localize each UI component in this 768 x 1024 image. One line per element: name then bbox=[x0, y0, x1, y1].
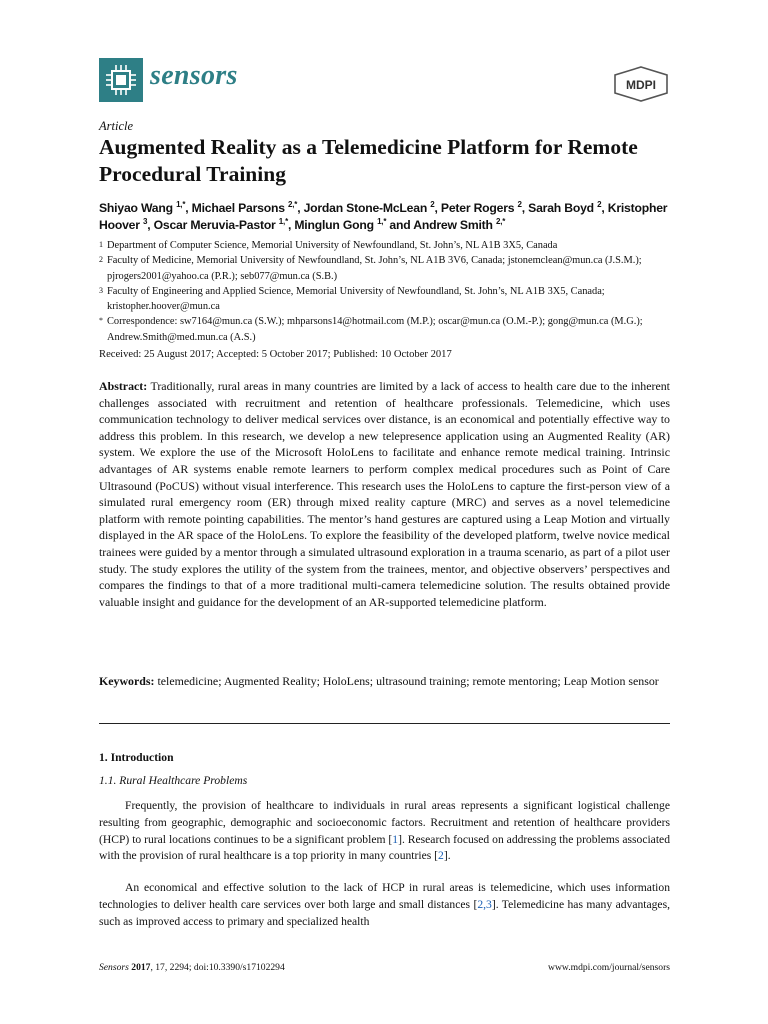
author-name: Peter Rogers $^2$ bbox=[440, 199, 522, 215]
body-paragraph bbox=[99, 880, 670, 930]
author-name: Jordan Stone-McLean $^2$ bbox=[303, 199, 435, 215]
paragraph-text: ]. Telemedicine has many advantages, such as improved access to primary and specialized health bbox=[99, 897, 670, 928]
paragraph-text: Frequently, the provision of healthcare to individuals in rural areas represents a significant logistical challenge resulting from geographic, demographic and socioeconomic factors. Recruitment and retention of healthcare providers (HCP) to rural locations continues to be a significant problem [ bbox=[99, 799, 670, 846]
affiliation-mark: 2 bbox=[99, 255, 103, 265]
subsection-heading: 1.1. Rural Healthcare Problems bbox=[99, 774, 248, 787]
author-name: Andrew Smith $^{2,*}$ bbox=[413, 216, 506, 232]
footer-citation bbox=[99, 962, 285, 973]
authors-and: and bbox=[386, 218, 414, 232]
author-affiliation-mark: 3 bbox=[142, 216, 148, 226]
author-affiliation-mark: 1,* bbox=[278, 216, 288, 226]
affiliation-item bbox=[99, 238, 689, 253]
abstract-text: Traditionally, rural areas in many countries are limited by a lack of access to health care due to the inherent challenges associated with recruitment and retention of healthcare professionals. Telemedicine, which uses communication technology to deliver medical services over distance, is an economical and potentially effective way to address this problem. In this research, we develop a new telepresence application using an Augmented Reality (AR) system. We explore the use of the Microsoft HoloLens to facilitate and enhance remote medical training. Intrinsic advantages of AR systems enable remote learners to perform complex medical procedures such as Point of Care Ultrasound (PoCUS) without visual interference. This research uses the HoloLens to capture the first-person view of a simulated rural emergency room (ER) through mixed reality capture (MRC) and serves as a novel telemedicine platform with remote pointing capabilities. The mentor’s hand gestures are captured using a Leap Motion and virtually displayed in the AR space of the HoloLens. To explore the feasibility of the developed platform, twelve novice medical trainees were guided by a mentor through a simulated ultrasound exploration in a trauma scenario, as part of a pilot user study. The study explores the utility of the system from the trainees, mentor, and objective observers’ perspectives and compares the findings to that of a more traditional multi-camera telemedicine solution. The results obtained provide valuable insight and guidance for the development of an AR-supported telemedicine platform. bbox=[99, 379, 670, 609]
article-type: Article bbox=[99, 119, 134, 133]
keywords bbox=[99, 673, 670, 690]
footer-journal: Sensors bbox=[99, 962, 129, 973]
affiliation-item bbox=[99, 284, 689, 315]
author-name: Shiyao Wang $^{1,*}$ bbox=[99, 199, 186, 215]
author-list: Shiyao Wang $^{1,*}$, Michael Parsons $^{2,*}$, Jordan Stone-McLean $^2$, Peter Rogers $^2$, Sarah Boyd $^2$, Kristopher Hoover $^3$, Oscar Meruvia-Pastor $^{1,*}$, Minglun Gong $^{1,*}$ and Andrew Smith $^{2,*}$ bbox=[99, 199, 668, 232]
affiliation-text: Faculty of Engineering and Applied Science, Memorial University of Newfoundland, St. John’s, NL A1B 3X5, Canada; kristopher.hoover@mun.ca bbox=[107, 285, 605, 313]
paragraph-text: An economical and effective solution to the lack of HCP in rural areas is telemedicine, which uses information technologies to deliver health care services over both large and small distances [ bbox=[99, 881, 670, 911]
author-name: Oscar Meruvia-Pastor $^{1,*}$ bbox=[153, 216, 288, 232]
affiliation-text: Correspondence: sw7164@mun.ca (S.W.); mhparsons14@hotmail.com (M.P.); oscar@mun.ca (O.M.-P.); gong@mun.ca (M.G.); Andrew.Smith@med.mun.ca (A.S.) bbox=[107, 316, 643, 343]
section-heading: 1. Introduction bbox=[99, 751, 174, 764]
footer-year: 2017 bbox=[131, 962, 151, 973]
citation-link[interactable]: 2,3 bbox=[477, 897, 492, 911]
footer-ref: , 17, 2294; doi:10.3390/s17102294 bbox=[150, 962, 285, 973]
affiliation-text: Department of Computer Science, Memorial University of Newfoundland, St. John’s, NL A1B 3X5, Canada bbox=[107, 240, 558, 251]
paragraph-text: ]. bbox=[443, 849, 451, 863]
affiliation-mark: 3 bbox=[99, 285, 103, 295]
keywords-label: Keywords: bbox=[99, 674, 155, 688]
author-affiliation-mark: 1,* bbox=[377, 216, 387, 226]
citation-link[interactable]: 2 bbox=[438, 849, 444, 863]
affiliation-mark: * bbox=[99, 316, 103, 326]
author-name: Minglun Gong $^{1,*}$ bbox=[294, 216, 387, 232]
paragraph-text: ]. Research focused on addressing the problems associated with the provision of rural healthcare is a top priority in many countries [ bbox=[99, 832, 670, 863]
affiliation-list bbox=[99, 238, 689, 345]
journal-logo-icon bbox=[99, 58, 143, 102]
affiliation-item bbox=[99, 253, 689, 284]
author-name: Michael Parsons $^{2,*}$ bbox=[191, 199, 298, 215]
paper-title: Augmented Reality as a Telemedicine Platform for Remote Procedural Training bbox=[99, 135, 638, 186]
abstract-label: Abstract: bbox=[99, 379, 148, 393]
publication-dates: Received: 25 August 2017; Accepted: 5 October 2017; Published: 10 October 2017 bbox=[99, 349, 452, 360]
author-affiliation-mark: 2 bbox=[517, 199, 522, 209]
author-affiliation-mark: 1,* bbox=[176, 199, 186, 209]
affiliation-item bbox=[99, 314, 689, 345]
affiliation-mark: 1 bbox=[99, 240, 103, 249]
publisher-name: MDPI bbox=[626, 78, 656, 92]
author-name: Kristopher Hoover $^3$ bbox=[99, 201, 668, 232]
affiliation-text: Faculty of Medicine, Memorial University of Newfoundland, St. John’s, NL A1B 3V6, Canada; jstonemclean@mun.ca (J.S.M.); pjrogers2001@yahoo.ca (P.R.); seb077@mun.ca (S.B.) bbox=[107, 255, 642, 282]
section-divider bbox=[99, 723, 670, 724]
body-paragraph bbox=[99, 798, 670, 865]
author-affiliation-mark: 2 bbox=[430, 199, 435, 209]
author-affiliation-mark: 2,* bbox=[288, 199, 298, 209]
author-affiliation-mark: 2 bbox=[597, 199, 602, 209]
abstract bbox=[99, 378, 670, 610]
author-affiliation-mark: 2,* bbox=[495, 216, 506, 226]
journal-name: sensors bbox=[150, 60, 238, 91]
citation-link[interactable]: 1 bbox=[392, 832, 399, 846]
keywords-text: telemedicine; Augmented Reality; HoloLens; ultrasound training; remote mentoring; Leap Motion sensor bbox=[157, 674, 659, 688]
author-name: Sarah Boyd $^2$ bbox=[528, 199, 602, 215]
footer-url[interactable]: www.mdpi.com/journal/sensors bbox=[548, 962, 670, 973]
mdpi-logo-icon bbox=[612, 66, 670, 102]
